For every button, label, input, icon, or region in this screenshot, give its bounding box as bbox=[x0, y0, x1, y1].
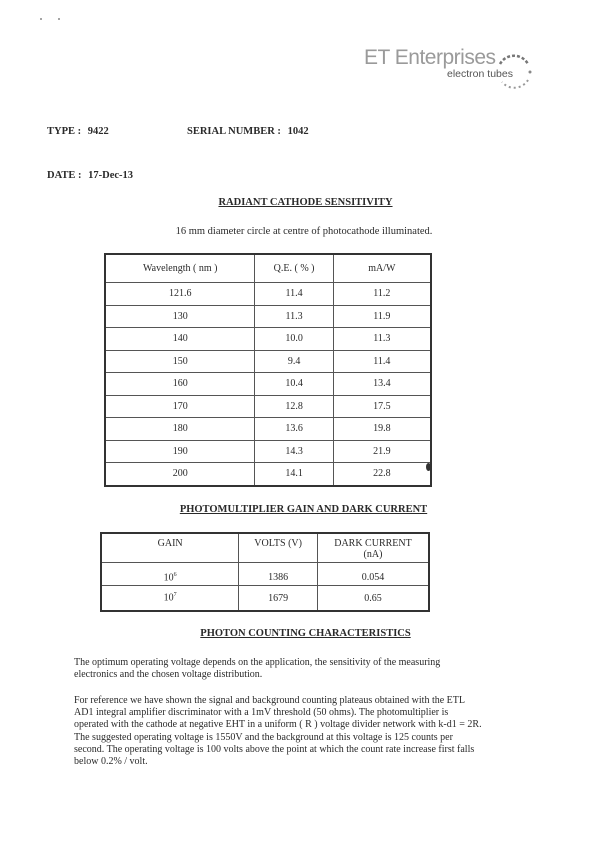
date-value: 17-Dec-13 bbox=[88, 170, 134, 181]
paragraph-line: The suggested operating voltage is 1550V and the background at this voltage is 125 counts per bbox=[74, 731, 453, 743]
date-label: DATE : bbox=[47, 170, 82, 181]
paragraph-line: electronics and the chosen voltage distribution. bbox=[74, 669, 263, 681]
table-row bbox=[105, 350, 431, 373]
table-row bbox=[105, 440, 431, 463]
ma-per-w-cell: 11.3 bbox=[333, 328, 431, 351]
column-header-qe: Q.E. ( % ) bbox=[255, 254, 333, 283]
table-row bbox=[101, 586, 429, 612]
paragraph-line: second. The operating voltage is 100 volts above the point at which the count rate increase first falls bbox=[74, 743, 475, 755]
ma-per-w-cell: 21.9 bbox=[333, 440, 431, 463]
illumination-note: 16 mm diameter circle at centre of photocathode illuminated. bbox=[175, 226, 433, 237]
gain-dark-current-title: PHOTOMULTIPLIER GAIN AND DARK CURRENT bbox=[179, 504, 428, 515]
column-header-ma-per-w: mA/W bbox=[333, 254, 431, 283]
paragraph-line: below 0.2% / volt. bbox=[74, 756, 148, 768]
ma-per-w-cell: 11.4 bbox=[333, 350, 431, 373]
wavelength-cell: 190 bbox=[105, 440, 255, 463]
ma-per-w-cell: 13.4 bbox=[333, 373, 431, 396]
qe-cell: 9.4 bbox=[255, 350, 333, 373]
serial-number-field bbox=[187, 126, 309, 137]
paragraph-line: For reference we have shown the signal and background counting plateaus obtained with the ETL bbox=[74, 695, 465, 706]
wavelength-cell: 200 bbox=[105, 463, 255, 486]
wavelength-cell: 121.6 bbox=[105, 283, 255, 306]
gain-exponent: 7 bbox=[173, 592, 177, 599]
qe-cell: 10.4 bbox=[255, 373, 333, 396]
wavelength-cell: 140 bbox=[105, 328, 255, 351]
gain-base: 10 bbox=[163, 592, 174, 604]
scan-speck bbox=[40, 18, 42, 20]
table-header-row bbox=[101, 533, 429, 563]
table-row bbox=[105, 305, 431, 328]
table-row bbox=[105, 328, 431, 351]
electron-tube-logo-icon bbox=[494, 52, 534, 92]
column-header-volts: VOLTS (V) bbox=[239, 533, 318, 563]
column-header-dark-current bbox=[317, 533, 429, 563]
wavelength-cell: 170 bbox=[105, 395, 255, 418]
table-row bbox=[105, 395, 431, 418]
paragraph-line: operated with the cathode at negative EHT in a uniform ( R ) voltage divider network with k-d1 = 2R. bbox=[74, 719, 482, 731]
type-label: TYPE : bbox=[47, 126, 82, 137]
ma-per-w-cell: 17.5 bbox=[333, 395, 431, 418]
qe-cell: 11.3 bbox=[255, 305, 333, 328]
wavelength-cell: 150 bbox=[105, 350, 255, 373]
ma-per-w-cell: 11.2 bbox=[333, 283, 431, 306]
ma-per-w-cell: 22.8 bbox=[333, 463, 431, 486]
photon-paragraph-1 bbox=[74, 657, 554, 681]
dark-current-unit: (nA) bbox=[363, 549, 383, 560]
paragraph-line: The optimum operating voltage depends on the application, the sensitivity of the measuring bbox=[74, 657, 441, 668]
volts-cell: 1679 bbox=[239, 586, 318, 612]
scan-speck bbox=[58, 18, 60, 20]
qe-cell: 10.0 bbox=[255, 328, 333, 351]
dark-current-label: DARK CURRENT bbox=[334, 538, 412, 549]
qe-cell: 14.3 bbox=[255, 440, 333, 463]
serial-number-value: 1042 bbox=[287, 126, 309, 137]
gain-exponent: 6 bbox=[173, 571, 177, 578]
gain-base: 10 bbox=[163, 572, 174, 583]
column-header-gain: GAIN bbox=[101, 533, 239, 563]
column-header-wavelength: Wavelength ( nm ) bbox=[105, 254, 255, 283]
qe-cell: 11.4 bbox=[255, 283, 333, 306]
type-field bbox=[47, 126, 109, 137]
paragraph-line: AD1 integral amplifier discriminator with a 1mV threshold (50 ohms). The photomultiplier is bbox=[74, 707, 449, 719]
date-field bbox=[47, 170, 133, 181]
company-logo-wordmark: ET Enterprises bbox=[364, 46, 496, 69]
company-logo-tagline: electron tubes bbox=[447, 68, 513, 80]
table-row bbox=[105, 283, 431, 306]
volts-cell: 1386 bbox=[239, 563, 318, 586]
radiant-sensitivity-title: RADIANT CATHODE SENSITIVITY bbox=[218, 197, 393, 208]
table-header-row bbox=[105, 254, 431, 283]
photon-counting-title: PHOTON COUNTING CHARACTERISTICS bbox=[200, 628, 411, 639]
table-row bbox=[105, 418, 431, 441]
gain-cell bbox=[101, 586, 239, 612]
photon-paragraph-2 bbox=[74, 695, 554, 768]
gain-dark-current-table bbox=[100, 532, 430, 612]
gain-cell bbox=[101, 563, 239, 586]
radiant-sensitivity-table bbox=[104, 253, 432, 487]
wavelength-cell: 160 bbox=[105, 373, 255, 396]
dark-current-cell: 0.054 bbox=[317, 563, 429, 586]
dark-current-cell: 0.65 bbox=[317, 586, 429, 612]
wavelength-cell: 180 bbox=[105, 418, 255, 441]
wavelength-cell: 130 bbox=[105, 305, 255, 328]
qe-cell: 13.6 bbox=[255, 418, 333, 441]
ma-per-w-cell: 19.8 bbox=[333, 418, 431, 441]
table-row bbox=[101, 563, 429, 586]
type-value: 9422 bbox=[87, 126, 109, 137]
table-row bbox=[105, 373, 431, 396]
table-row bbox=[105, 463, 431, 486]
ma-per-w-cell: 11.9 bbox=[333, 305, 431, 328]
qe-cell: 14.1 bbox=[255, 463, 333, 486]
serial-number-label: SERIAL NUMBER : bbox=[187, 126, 281, 137]
qe-cell: 12.8 bbox=[255, 395, 333, 418]
